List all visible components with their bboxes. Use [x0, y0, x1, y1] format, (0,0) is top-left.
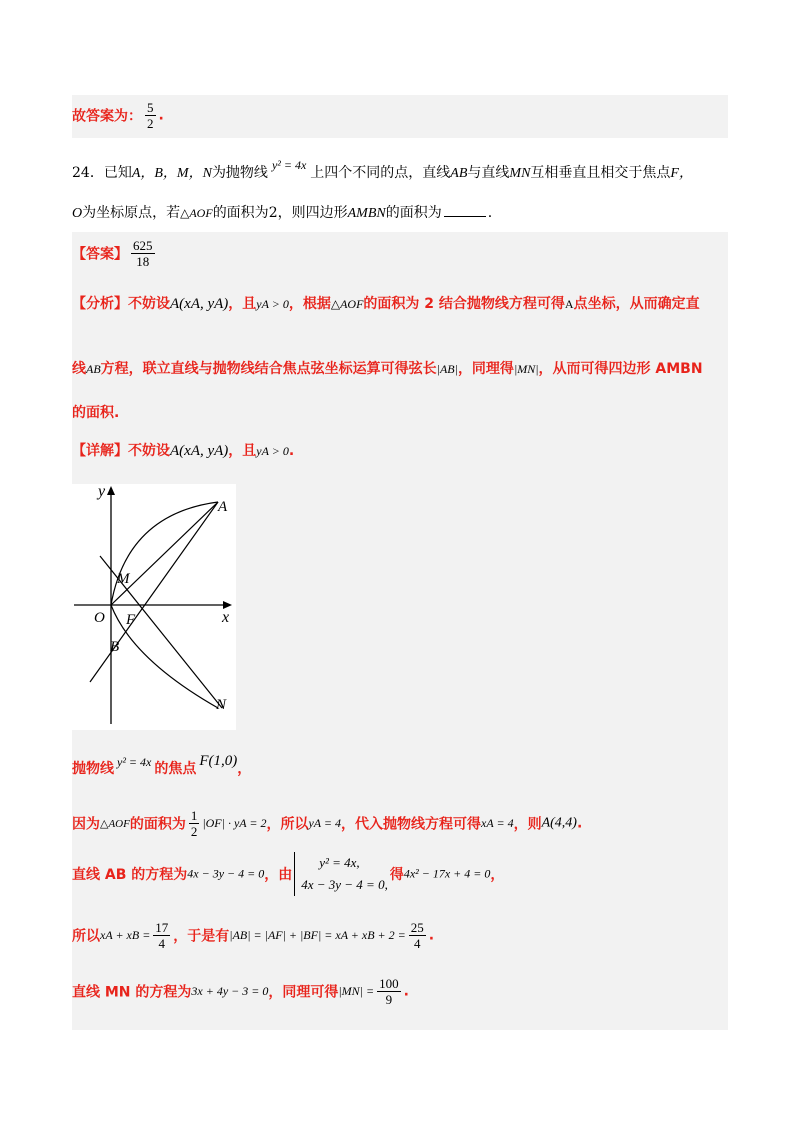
step2-t2: 的面积为 [129, 816, 186, 833]
analysis-t10: 的面积. [72, 405, 120, 421]
detail-t1: 不妨设 [128, 443, 170, 459]
q-text-9: 的面积为 [385, 205, 442, 221]
q-parabola: y² = 4x [271, 158, 307, 172]
step5-t3: . [403, 983, 409, 1000]
parabola-figure [72, 484, 236, 730]
q-text-8: ，则四边形 [277, 205, 348, 221]
q-end: . [487, 205, 493, 221]
step2-point: A(4,4) [541, 815, 577, 831]
detail-point-a: A(xA, yA) [170, 443, 229, 459]
answer-den: 18 [136, 254, 150, 269]
step4-den: 4 [158, 936, 166, 951]
step3-t1: 直线 AB 的方程为 [72, 867, 188, 883]
step3-result: 4x² − 17x + 4 = 0 [403, 866, 491, 881]
step4-t3: . [428, 927, 435, 944]
prev-answer-end: . [158, 107, 164, 124]
step2-t3: ，所以 [266, 816, 309, 833]
analysis-a: A [564, 297, 574, 311]
step2-half-den: 2 [190, 824, 198, 839]
label-y: y [98, 484, 106, 500]
step3-t2: ，由 [264, 867, 293, 883]
answer-label: 【答案】 [72, 246, 128, 263]
detail-line [72, 440, 294, 460]
analysis-tri: △AOF [330, 297, 364, 311]
analysis-ab: AB [86, 362, 101, 376]
step5-den: 9 [385, 992, 393, 1007]
detail-label: 【详解】 [72, 443, 128, 459]
detail-t2: ，且 [228, 443, 257, 459]
analysis-t4: 的面积为 2 结合抛物线方程可得 [363, 296, 565, 312]
analysis-t9: ，从而可得四边形 AMBN [538, 361, 703, 377]
q-quad: AMBN [347, 206, 386, 221]
analysis-abs-mn: |MN| [513, 362, 539, 376]
label-a: A [218, 499, 228, 515]
step3-sys-line2: 4x − 3y − 4 = 0, [301, 877, 388, 892]
label-n: N [216, 697, 227, 713]
step1-t1: 抛物线 [72, 761, 114, 777]
q-text-4: 与直线 [467, 165, 510, 181]
label-o: O [94, 610, 105, 626]
step2-expr: |OF| · yA = 2 [202, 816, 267, 830]
q-text-2: 为抛物线 [211, 165, 268, 181]
analysis-label: 【分析】 [72, 296, 128, 312]
label-m: M [117, 571, 130, 587]
analysis-t1: 不妨设 [128, 296, 170, 312]
analysis-t6: 线 [72, 361, 86, 377]
step4-fraction-2 [409, 920, 426, 951]
detail-cond: yA > 0 [256, 444, 289, 458]
step5-eq: 3x + 4y − 3 = 0 [191, 984, 269, 998]
question-number: 24． [72, 165, 104, 181]
step4-fraction [153, 920, 170, 951]
step5-num: 100 [379, 976, 399, 991]
analysis-line-1 [72, 293, 700, 313]
prev-answer-label: 故答案为： [72, 108, 142, 125]
analysis-t5: 点坐标，从而确定直 [573, 296, 700, 312]
step2-tri: △AOF [100, 818, 130, 830]
step-1 [72, 753, 252, 778]
step5-abs: |MN| = [338, 984, 375, 998]
q-f: F， [670, 166, 693, 181]
q-mn: MN [509, 166, 531, 181]
step4-sum: xA + xB = [100, 928, 151, 942]
step4-num2: 25 [410, 920, 424, 935]
previous-answer-block [72, 95, 728, 138]
analysis-t2: ，且 [228, 296, 257, 312]
prev-answer-den: 2 [147, 116, 154, 131]
step2-half [189, 808, 200, 839]
figure-background [72, 484, 236, 730]
analysis-abs-ab: |AB| [436, 362, 458, 376]
step2-xa: xA = 4 [481, 816, 514, 830]
step2-half-num: 1 [190, 808, 198, 823]
analysis-t7: 方程，联立直线与抛物线结合焦点弦坐标运算可得弦长 [100, 361, 437, 377]
step1-focus: F(1,0) [199, 753, 238, 769]
step3-eq: 4x − 3y − 4 = 0 [187, 866, 265, 881]
analysis-point-a: A(xA, yA) [170, 296, 229, 312]
analysis-t8: ，同理得 [457, 361, 514, 377]
step4-t2: ，于是有 [173, 928, 230, 945]
q-text-3: 上四个不同的点，直线 [310, 165, 451, 181]
step4-t1: 所以 [72, 928, 100, 945]
prev-answer-fraction [145, 100, 156, 131]
step2-t6: . [576, 815, 583, 832]
analysis-t3: ，根据 [288, 296, 331, 312]
q-text-5: 互相垂直且相交于焦点 [530, 165, 671, 181]
step-3 [72, 852, 504, 896]
q-text-1: 已知 [103, 165, 132, 181]
answer-num: 625 [133, 238, 153, 253]
step3-t3: 得 [389, 867, 404, 883]
q-text-7: 的面积为 [212, 205, 269, 221]
q-triangle: △AOF [180, 206, 213, 220]
step1-eq: y² = 4x [117, 755, 152, 769]
step-4 [72, 920, 434, 951]
step5-t2: ，同理可得 [268, 984, 339, 1001]
question-line-2 [72, 202, 492, 222]
step4-expr: |AB| = |AF| + |BF| = xA + xB + 2 = [229, 928, 406, 942]
analysis-cond: yA > 0 [256, 297, 289, 311]
step1-t2: 的焦点 [154, 761, 197, 777]
step2-ya: yA = 4 [308, 816, 342, 830]
answer-line [72, 238, 158, 269]
q-ab: AB [450, 166, 468, 181]
step2-t4: ，代入抛物线方程可得 [341, 816, 482, 833]
step4-den2: 4 [414, 936, 421, 951]
question-line-1 [72, 158, 693, 182]
q-two: 2 [268, 205, 278, 221]
answer-blank [444, 216, 486, 217]
answer-fraction [131, 238, 155, 269]
step4-num: 17 [155, 920, 169, 935]
step5-t1: 直线 MN 的方程为 [72, 984, 192, 1001]
q-o: O [72, 206, 83, 221]
q-text-6: 为坐标原点，若 [82, 205, 181, 221]
step-5 [72, 976, 409, 1007]
label-x: x [222, 609, 230, 626]
prev-answer-num: 5 [147, 100, 154, 115]
step2-t1: 因为 [72, 816, 100, 833]
step5-fraction [377, 976, 401, 1007]
previous-answer-line [72, 100, 164, 131]
detail-t3: . [288, 443, 295, 459]
step-2 [72, 808, 582, 839]
step2-t5: ，则 [513, 816, 542, 833]
q-points: A，B，M，N [131, 166, 212, 181]
label-b: B [110, 639, 120, 655]
step3-system [294, 852, 388, 896]
analysis-line-2 [72, 358, 703, 378]
analysis-line-3 [72, 402, 119, 422]
step3-sys-line1: y² = 4x, [319, 855, 360, 870]
step1-t3: ， [237, 761, 252, 777]
step3-t4: ， [490, 867, 505, 883]
label-f: F [126, 612, 136, 628]
